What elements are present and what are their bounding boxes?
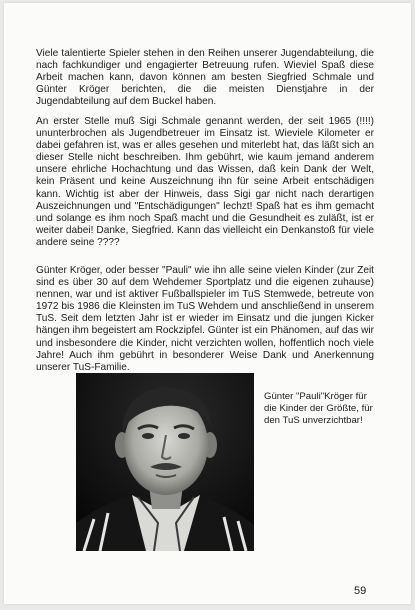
paragraph-schmale: An erster Stelle muß Sigi Schmale genannt werden, der seit 1965 (!!!!) ununterbrochen als Jugendbetreuer im Einsatz ist. Wieviele Kilometer er dabei gefahren ist, was er alles gesehen und miterlebt hat, das läßt sich an dieser Stelle nicht beschreiben. Ihm gebührt, wie kaum jemand anderem unsere ehrliche Hochachtung und das Wissen, daß kein Dank der Welt, kein Präsent und keine Auszeichnung ihn für seine Arbeit entschädigen kann. Wichtig ist aber der Hinweis, dass Sigi gar nicht nach derartigen Auszeichnungen und "Entschädigungen" lechzt! Spaß hat es ihm gemacht und solange es ihm noch Spaß macht und die Gesundheit es zuläßt, ist er weiter dabei! Danke, Siegfried. Kann das vielleicht ein Denkanstoß für viele andere seine ???? [36, 116, 374, 248]
paragraph-kroeger: Günter Kröger, oder besser "Pauli" wie ihn alle seine vielen Kinder (zur Zeit sind es über 30 auf dem Wehdemer Sportplatz und die eigenen zuhause) nennen, war und ist aktiver Fußballspieler im TuS Stemwede, betreute von 1972 bis 1986 die Kleinsten im TuS Wehdem und anschließend in unserem TuS. Seit dem letzten Jahr ist er wieder im Einsatz und die jungen Kicker hängen ihm begeistert am Rockzipfel. Günter ist ein Phänomen, auf das wir und insbesondere die Kinder, nicht verzichten wollen, hoffentlich noch viele Jahre! Auch ihm gebührt in besonderer Weise Dank und Anerkennung unserer TuS-Familie. [36, 265, 374, 373]
document-page [4, 3, 411, 604]
page-number: 59 [354, 585, 367, 597]
photo-caption: Günter "Pauli"Kröger für die Kinder der Größte, für den TuS unverzichtbar! [264, 391, 373, 426]
paragraph-intro: Viele talentierte Spieler stehen in den Reihen unserer Jugendabteilung, die nach fachkundiger und engagierter Betreuung rufen. Wieviel Spaß diese Arbeit machen kann, davon können am besten Siegfried Schmale und Günter Kröger berichten, die die meisten Dienstjahre in der Jugendabteilung auf dem Buckel haben. [36, 48, 374, 108]
portrait-photo [76, 373, 254, 551]
